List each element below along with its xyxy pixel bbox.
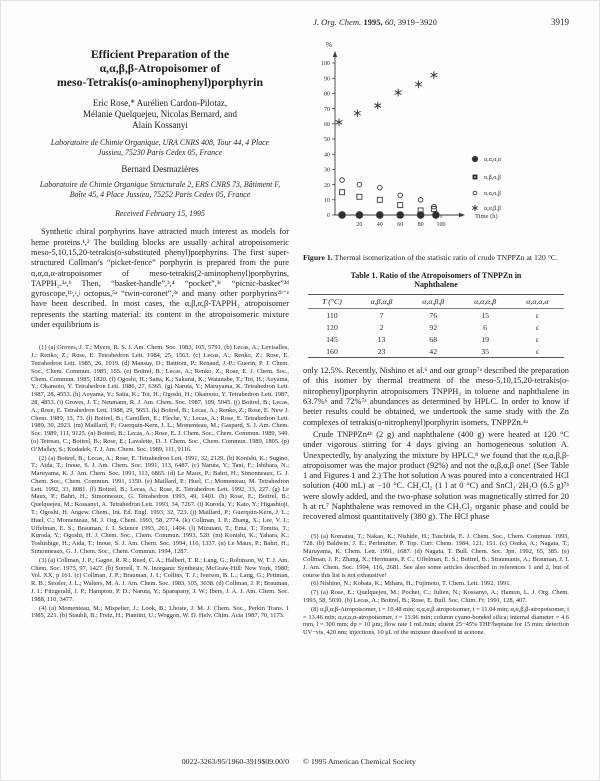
right-column (303, 37, 569, 766)
footnotes-left (31, 344, 289, 621)
table1-col-abab: α,β,α,β (356, 295, 408, 309)
table1-col-aaaa: α,α,α,α (511, 295, 564, 309)
svg-text:α,α,β,β: α,α,β,β (484, 206, 501, 212)
chart-axes (333, 51, 465, 217)
svg-text:20: 20 (356, 222, 363, 228)
cell: 2 (379, 322, 384, 332)
table1-title-line1: Table 1. Ratio of the Atropoisomers of TNPPZn in (350, 270, 522, 280)
cell: 92 (429, 322, 438, 332)
figure1-chart (303, 37, 569, 251)
svg-text:10: 10 (324, 198, 330, 204)
cell: 23 (377, 346, 386, 356)
x-axis-label: Time (h) (475, 213, 498, 220)
footnote-8: (8) α,β,α,β-Atropoisomer, t = 10.48 min; α,α,α,β atropoisomer, t = 11.04 min; α,α,β,β-atropoisomer, t = 13.46 min; α,α,α,α-atropoisomer, t = 13.96 min; column cyano-bonded silica; internal diameter = 4.6 mm, l = 300 mm; dp = 10 μm; flow rate 1 mL/min; eluent 25−45% THF/heptane for 15 min; detection UV−vis, 420 nm; injections, 10 μL of the mixture dissolved in acetone. (303, 605, 570, 637)
footnote-3: (3) (a) Collman, J. P.; Gagne, R. R.; Reed, C. A.; Halbert, T. R.; Lang, G.; Robinson, W. T. J. Am. Chem. Soc. 1975, 97, 1427. (b) Sorrell, T. N. Inorganic Synthesis; McGraw-Hill: New York, 1980; Vol. XX, p 161. (c) Collman, J. P.; Brauman, J. I.; Collins, T. J.; Iverson, B. L.; Lang, G.; Pettman, R. B.; Sessler, J. L.; Walters, M. A. J. Am. Chem. Soc. 1983, 105, 3038. (d) Collman, J. P.; Brauman, J. I.; Fitzgerald, J. P.; Hampton, P. D.; Naruta, Y.; Sparapany, J. W.; Ibers, J. A. J. Am. Chem. Soc. 1988, 110, 3477. (31, 556, 289, 603)
figure1-caption-text: Thermal isomerization of the statistic ratio of crude TNPPZn at 120 °C. (332, 253, 558, 262)
svg-text:50: 50 (324, 137, 330, 144)
cell: 19 (481, 334, 489, 344)
svg-text:α,β,α,β: α,β,α,β (484, 175, 501, 181)
footnote-5: (5) (a) Komatsu, T.; Nakao, K.; Nishide, H.; Tsuchida, E. J. Chem. Soc., Chem. Commun. 1993, 728. (b) Baldwin, J. E.; Perlmutter, P. Top. Curr. Chem. 1984, 121, 151. (c) Osuka, A.; Nagata, T.; Maruyama, K. Chem. Lett. 1991, 1687. (d) Nagata, T. Bull. Chem. Soc. Jpn. 1992, 65, 385. (e) Collman, J. P.; Zhang, X.; Herrmann, P. C.; Uffelman, E. S.; Boitrel, B.; Straumanis, A.; Brauman, J. I. J. Am. Chem. Soc. 1994, 116, 2681. See also some articles described in references 1 and 2, but of course this list is not exhaustive! (303, 532, 569, 579)
cell: 145 (326, 334, 338, 344)
table-row (308, 309, 563, 322)
two-column-layout (31, 37, 569, 766)
left-column-spacer (31, 621, 289, 751)
figure1-caption (303, 253, 569, 263)
cell: ε (535, 310, 540, 320)
svg-text:α,α,α,β: α,α,α,β (484, 191, 501, 197)
svg-text:90: 90 (324, 76, 330, 83)
table-row (308, 345, 563, 358)
continuation-paragraph: only 12.5%. Recently, Nishino et al.⁶ and our group⁷ᵃ described the preparation of this isomer by thermal treatment of the meso-5,10,15,20-tetrakis(o-nitrophenyl)porphyrin atropoisomers TNPPH₂ in toluene and naphthalene in 63.7%⁶ and 72%⁷ᵃ abundances as determined by HPLC. In order to know if better results could be obtained, we undertook the same study with the Zn complexes of tetrakis(o-nitrophenyl)porphyrin isomers, TNPPZn.⁴ᵃ (303, 366, 569, 427)
figure1-chart-svg (303, 37, 569, 251)
table1 (308, 294, 563, 358)
y-axis-label: % (325, 40, 333, 49)
cell: 13 (377, 334, 386, 344)
author-2: Bernard Desmazières (121, 164, 199, 175)
svg-text:30: 30 (324, 167, 330, 174)
svg-text:80: 80 (417, 222, 424, 228)
intro-paragraph: Synthetic chiral porphyrins have attracted much interest as models for heme proteins.¹,² The building blocks are usually achiral atropoisomeric meso-5,10,15,20-tetrakis(o-substituted phenyl)porphyrins. The first super-structured Collman’s “picket-fence” porphyrin is prepared from the pure α,α,α,α-atropoisomer of meso-tetrakis(2-aminophenyl)porphyrins, TAPPH₂.³ᵃ,ᵇ Then, “basket-handle”,³,⁴ “pocket”,³ᶜ “picnic-basket”³ᵈ gyroscope,¹ᵇ,ᶜ,ʲ octopus,⁵ᵃ “twin-coronet”,³ᵉ and many other porphyrins²ᵇ⁻ᵉ have been described. In most cases, the α,β,α,β-TAPPH₂ atropoisomer represents the starting material: its content in the atropoisomeric mixture under equilibrium is (31, 227, 289, 330)
chart-legend (472, 156, 502, 212)
cell: 76 (429, 310, 438, 320)
svg-text:40: 40 (376, 222, 383, 228)
running-head (31, 17, 569, 27)
left-column (31, 37, 289, 766)
svg-text:60: 60 (397, 222, 404, 228)
experimental-paragraph: Crude TNPPZn⁴ᵇ (2 g) and naphthalene (400 g) were heated at 120 °C under vigorous stirring for 4 days giving an homogeneous solution A. Unexpectedly, by analyzing the mixture by HPLC,⁸ we found that the α,α,β,β-atropoisomer was the major product (92%) and not the α,β,α,β one! (See Table 1 and Figures 1 and 2.) The hot solution A was poured into a concentrated HCl solution (400 mL) at −10 °C. CH₂Cl₂ (1 l at 0 °C) and SnCl₂·2H₂O (6.5 g)⁷ᵇ were slowly added, and the two-phase solution was magnetically stirred for 20 h at rt.⁷ Naphthalene was removed in the CH₂Cl₂ organic phase and could be recovered almost quantitatively (380 g). The HCl phase (303, 429, 569, 522)
svg-text:70: 70 (324, 106, 330, 113)
right-column-spacer (303, 638, 569, 751)
cell: 15 (481, 310, 489, 320)
article-title (37, 47, 283, 89)
received-date: Received February 15, 1995 (115, 209, 205, 219)
svg-text:80: 80 (324, 91, 330, 98)
page-number: 3919 (551, 17, 569, 27)
cell: 42 (429, 346, 438, 356)
table1-title (303, 271, 569, 291)
title-line-1: Efficient Preparation of the (90, 47, 230, 61)
figure1-label: Figure 1. (303, 253, 333, 262)
cell: 120 (326, 322, 338, 332)
title-line-2: α,α,β,β-Atropoisomer of (99, 61, 221, 75)
journal-citation (313, 17, 437, 27)
footnote-7: (7) (a) Rose, E.; Quelquejeu, M.; Pochet, C.; Julien, N.; Kossanyi, A.; Hamon, L. J. Org. Chem. 1993, 58, 5030. (b) Lecas, A.; Boitrel, B.; Rose, E. Bull. Soc. Chim. Fr. 1991, 128, 407. (303, 589, 569, 605)
cell: 68 (429, 334, 438, 344)
svg-text:0: 0 (327, 213, 330, 220)
series-α,α,β,β (336, 72, 437, 126)
author-list (31, 98, 289, 131)
table1-title-line2: Naphthalene (414, 280, 458, 290)
footnote-2: (2) (a) Boitrel, B.; Lecas, A.; Rose, E. Tetrahedron Lett. 1991, 32, 2129. (b) Konishi, K.; Sugino, T.; Aida, T.; Inoue, S. J. Am. Chem. Soc. 1991, 113, 6487. (c) Naruta, Y.; Tani, F.; Ishihara, N.; Maruyama, K. J. Am. Chem. Soc. 1991, 113, 6865. (d) Le Maux, P.; Bahri, H.; Simonneaux, G. J. Chem. Soc., Chem. Commun. 1991, 1350. (e) Maillard, P.; Huel, C.; Momenteau, M. Tetrahedron Lett. 1992, 33, 8081. (f) Boitrel, B.; Lecas, A.; Rose, E. Tetrahedron Lett. 1992, 33, 227. (g) Le Maux, P.; Bahri, H.; Simonneaux, G. Tetrahedron 1993, 49, 1401. (h) Rose, E.; Boitrel, B.; Quelquejeu, M.; Kossanyi, A. Tetrahedron Lett. 1993, 34, 7267. (i) Kuroda, Y.; Kato, Y.; Higashioji, T.; Ogoshi, H. Angew. Chem., Int. Ed. Engl. 1993, 32, 723. (j) Maillard, P.; Guerquin-Kern, J. L.; Huel, C.; Momenteau, M. J. Org. Chem. 1993, 58, 2774. (k) Collman, J. P.; Zhang, X.; Lee, V. J.; Uffelman, E. S.; Brauman, J. I. Science 1993, 261, 1404. (l) Mizutani, T.; Ema, T.; Tomita, T.; Kuroda, Y.; Ogoshi, H. J. Chem. Soc., Chem. Commun. 1993, 520. (m) Konishi, K.; Yahara, K.; Toshishige, H.; Aida, T.; Inoue, S. J. Am. Chem. Soc. 1994, 116, 1337. (n) Le Maux, P.; Bahri, H.; Simonneaux, G. J. Chem. Soc., Chem. Commun. 1994, 1287. (31, 454, 289, 556)
series-α,α,α,β (340, 178, 436, 209)
cell: 6 (483, 322, 488, 332)
footnote-4: (4) (a) Momenteau, M.; Mispelter, J.; Look, B.; Lhoste, J. M. J. Chem. Soc., Perkin Trans. 1 1985, 221. (b) Staubli, B.; Fretz, H.; Piantini, U.; Woggon, W. D. Helv. Chim. Acta 1987, 70, 1173. (31, 604, 289, 620)
author-line-3: Alain Kossanyi (132, 120, 188, 130)
author-line-2: Mélanie Quelquejeu, Nicolas Bernard, and (83, 109, 237, 119)
table1-col-aaab: α,α,α,β (459, 295, 511, 309)
table-row (308, 333, 563, 345)
svg-text:20: 20 (324, 182, 330, 189)
svg-text:α,α,α,α: α,α,α,α (484, 157, 502, 163)
cell: ε (535, 322, 540, 332)
cell: 160 (326, 346, 338, 356)
journal-volume: 60, (384, 17, 398, 27)
footnote-1: (1) (a) Groves, J. T.; Myers, R. S. J. Am. Chem. Soc. 1983, 105, 5791. (b) Lecas, A.; Levisalles, J.; Renko, Z.; Rose, E. Tetrahedron Lett. 1984, 25, 1563. (c) Lecas, A.; Renko, Z.; Rose, E. Tetrahedron Lett. 1985, 26, 1019. (d) Mansuy, D.; Battioni, P.; Renaud, J.-P.; Guerin, P. J. Chem. Soc., Chem. Commun. 1985, 155. (e) Boitrel, B.; Lecas, A.; Renko, Z.; Rose, E. J. Chem. Soc., Chem. Commun. 1985, 1820. (f) Ogoshi, H.; Saita, K.; Sakurai, K.; Watanabe, T.; Toi, H.; Aoyama, Y.; Okamoto, Y. Tetrahedron Lett. 1986, 27, 6365. (g) Naruta, Y.; Maruyama, K. Tetrahedron Lett. 1987, 28, 4553. (h) Aoyama, Y.; Saita, K.; Toi, H.; Ogoshi, H.; Okamoto, Y. Tetrahedron Lett. 1987, 28, 4853. (i) Groves, J. T.; Neumann, R. J. Am. Chem. Soc. 1987, 109, 5045. (j) Boitrel, B.; Lecas, A.; Rose, E. Tetrahedron Lett. 1988, 29, 5653. (k) Boitrel, B.; Lecas, A.; Renko, Z.; Rose, E. New J. Chem. 1989, 13, 73. (l) Boitrel, B.; Camilleri, E.; Fleche, Y.; Lecas, A.; Rose, E. Tetrahedron Lett. 1989, 30, 2923. (m) Maillard, P.; Guerquin-Kern, J. L.; Momenteau, M.; Gaspard, S. J. Am. Chem. Soc. 1989, 111, 9125. (n) Boitrel, B.; Lecas, A.; Rose, E. J. Chem. Soc., Chem. Commun. 1989, 349. (o) Tetreau, C.; Boitrel, B.; Rose, E.; Lavalette, D. J. Chem. Soc., Chem. Commun. 1989, 1805. (p) O’Malley, S.; Kodadek, T. J. Am. Chem. Soc. 1989, 111, 9116. (31, 344, 289, 453)
table1-col-temp: T (°C) (308, 295, 355, 309)
svg-text:60: 60 (324, 122, 330, 128)
figure-1 (303, 37, 569, 271)
journal-pages: 3919−3920 (397, 17, 437, 27)
cell: ε (535, 334, 540, 344)
table-row (308, 321, 563, 333)
title-line-3: meso-Tetrakis(o-aminophenyl)porphyrin (56, 75, 264, 89)
cell: 110 (326, 310, 338, 320)
cell: 7 (379, 310, 384, 320)
table1-header (308, 295, 563, 309)
journal-name: J. Org. Chem. (313, 17, 362, 27)
chart-ticks (321, 61, 446, 228)
svg-text:40: 40 (324, 152, 330, 159)
issn-code: 0022-3263/95/1960-3919$09.00/0 (181, 757, 289, 766)
journal-year: 1995, (361, 17, 385, 27)
svg-text:100: 100 (436, 222, 446, 228)
author-line-1: Eric Rose,* Aurélien Cardon-Pilotaz, (92, 98, 228, 108)
svg-text:100: 100 (321, 61, 330, 68)
cell: ε (535, 346, 540, 356)
cell: 35 (481, 346, 489, 356)
footnote-6: (6) Nishino, N.; Kobata, K.; Mihara, H.; Fujimoto, T. Chem. Lett. 1992, 1991. (311, 580, 511, 588)
affiliation-2: Laboratoire de Chimie Organique Structurale 2, ERS CNRS 73, Bâtiment F, Boîte 45, 4 Place Jussieu, 75252 Paris Cedex 05, France (39, 180, 281, 199)
affiliation-1: Laboratoire de Chimie Organique, URA CNRS 408, Tour 44, 4 Place Jussieu, 75230 Paris Cedex 05, France (50, 138, 270, 157)
footnotes-right (303, 533, 569, 638)
table1-col-aabb: α,α,β,β (407, 295, 459, 309)
copyright-line: © 1995 American Chemical Society (303, 757, 416, 766)
